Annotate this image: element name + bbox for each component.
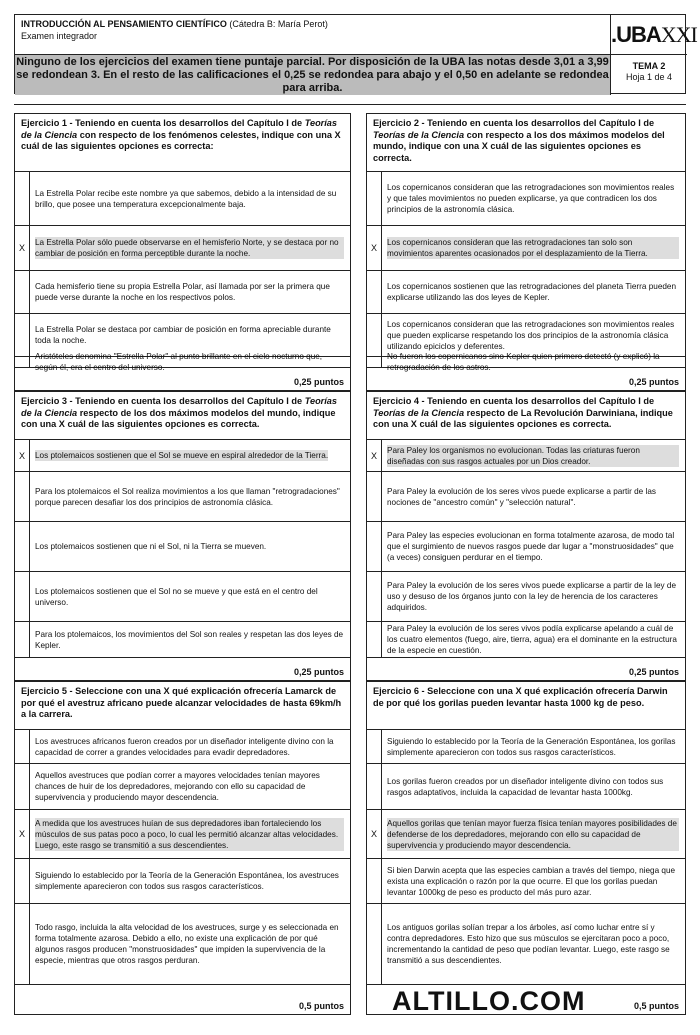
answer-text: Si bien Darwin acepta que las especies cambian a través del tiempo, niega que exista una explicación o razón por la que ocurre. El que los gorilas puedan levantar 1000kg de peso es producto del más puro azar. [387, 865, 676, 897]
answer-text: Para Paley las especies evolucionan en forma totalmente azarosa, de modo tal que el surgimiento de nuevos rasgos puede dar lugar a "monstruosidades" que (a veces) consiguen perdurar en el tiempo. [387, 531, 675, 562]
answer-checkbox[interactable]: X [367, 440, 382, 471]
answer-checkbox[interactable]: X [15, 440, 30, 471]
answer-option[interactable] [367, 226, 685, 271]
answer-option[interactable] [367, 472, 685, 522]
answer-checkbox[interactable] [15, 859, 30, 903]
answer-text: Siguiendo lo establecido por la Teoría de la Generación Espontánea, los avestruces simplemente aparecieron con todos sus rasgos característicos. [35, 871, 339, 891]
answer-option[interactable] [15, 440, 350, 472]
answer-option[interactable] [367, 859, 685, 904]
answer-option[interactable] [15, 904, 350, 985]
answer-option[interactable] [367, 764, 685, 810]
answer-checkbox[interactable] [15, 172, 30, 225]
answer-checkbox[interactable] [367, 904, 382, 984]
exercise-1 [14, 113, 351, 391]
answer-text: La Estrella Polar se destaca por cambiar de posición en forma apreciable durante toda la noche. [35, 325, 331, 345]
exercise-3 [14, 391, 351, 681]
exercise-points: 0,25 puntos [293, 377, 344, 387]
answer-checkbox[interactable] [367, 357, 382, 367]
answer-option[interactable] [15, 522, 350, 572]
exercise-4 [366, 391, 686, 681]
exercise-2 [366, 113, 686, 391]
answer-option[interactable] [15, 859, 350, 904]
answer-checkbox[interactable] [15, 730, 30, 763]
answer-text: Los ptolemaicos sostienen que ni el Sol, ni la Tierra se mueven. [35, 542, 267, 551]
answer-option[interactable] [367, 810, 685, 859]
answer-text: Para los ptolemaicos el Sol realiza movimientos a los que llaman "retrogradaciones" porque parecen desafiar los dos principios de astronomía clásica. [35, 486, 340, 507]
answer-checkbox[interactable] [15, 522, 30, 571]
exercise-points: 0,5 puntos [298, 1001, 344, 1011]
answer-text: Los copernicanos consideran que las retrogradaciones tan solo son movimientos aparentes ocasionados por el desplazamiento de la Tierra. [382, 226, 685, 270]
answer-option[interactable] [15, 352, 350, 372]
answer-option[interactable] [15, 271, 350, 314]
answer-checkbox[interactable] [367, 172, 382, 225]
answer-text: Para los ptolemaicos, los movimientos del Sol son reales y respetan las dos leyes de Kepler. [35, 629, 344, 650]
answer-text: Los copernicanos sostienen que las retrogradaciones del planeta Tierra pueden explicarse utilizando las dos leyes de Kepler. [387, 282, 677, 302]
answer-text: Los ptolemaicos sostienen que el Sol se mueve en espiral alrededor de la Tierra. [35, 451, 329, 460]
answer-checkbox[interactable]: X [367, 810, 382, 858]
answer-checkbox[interactable] [15, 622, 30, 657]
answer-text: Los copernicanos consideran que las retrogradaciones son movimientos reales y que tales movimientos no pueden explicarse, ya que contradicen los dos principios de la astronomía clásica. [387, 183, 675, 214]
exam-name: Examen integrador [21, 31, 98, 41]
answer-text: Cada hemisferio tiene su propia Estrella Polar, así llamada por ser la primera que puede verse durante la noche en los respectivos polos. [35, 282, 330, 302]
exam-version [611, 55, 687, 95]
answer-checkbox[interactable] [15, 314, 30, 356]
answer-text: La Estrella Polar recibe este nombre ya que sabemos, debido a la intensidad de su brillo, que posee una temperatura excepcionalmente baja. [35, 188, 337, 209]
exam-header [14, 14, 697, 94]
answer-option[interactable] [367, 572, 685, 622]
answer-text: Aquellos avestruces que podían correr a mayores velocidades tenían mayores chances de huir de los depredadores, mejorando con ello su capacidad de supervivencia y produciendo mayor descendencia. [35, 771, 320, 802]
answer-option[interactable] [367, 730, 685, 764]
answer-text: Para Paley la evolución de los seres vivos podía explicarse apelando a cuál de los cuatro elementos (fuego, aire, tierra, agua) era el dominante en la estructura de la especie en cuestión. [387, 624, 677, 655]
answer-option[interactable] [367, 904, 685, 985]
answer-checkbox[interactable] [15, 904, 30, 984]
altillo-watermark: ALTILLO.COM [392, 986, 586, 1016]
answer-text: Los copernicanos consideran que las retrogradaciones son movimientos reales que pueden explicarse respetando los dos principios de la astronomía clásica utilizando epiciclos y deferentes. [387, 319, 675, 351]
answer-checkbox[interactable]: X [367, 226, 382, 270]
answer-text: Los gorilas fueron creados por un diseñador inteligente divino con todos sus rasgos adaptativos, incluida la capacidad de levantar hasta 1000kg. [387, 776, 664, 797]
answer-text: Los ptolemaicos sostienen que el Sol no se mueve y que está en el centro del universo. [35, 586, 318, 607]
grading-notice: Ninguno de los ejercicios del examen tiene puntaje parcial. Por disposición de la UBA las notas desde 3,01 a 3,99 se redondean 3. En el resto de las calificaciones el 0,25 se redondea para abajo y el 0,50 en adelante se redondea para arriba. [15, 55, 611, 95]
answer-option[interactable] [15, 472, 350, 522]
uba-xxi-logo: .UBAXXI [611, 15, 687, 55]
answer-option[interactable] [367, 522, 685, 572]
page-number: Hoja 1 de 4 [625, 72, 673, 82]
answer-checkbox[interactable] [367, 859, 382, 903]
answer-checkbox[interactable] [367, 764, 382, 809]
answer-checkbox[interactable] [367, 472, 382, 521]
answer-option[interactable] [15, 226, 350, 271]
answer-text: Para Paley la evolución de los seres vivos puede explicarse a partir de la ley de uso y desuso de los órganos junto con la ley de herencia de los caracteres adquiridos. [387, 581, 676, 612]
answer-text: No fueron los copernicanos sino Kepler quien primero detectó (y explicó) la retrogradación de los astros. [387, 352, 660, 372]
course-chair: (Cátedra B: María Perot) [229, 19, 328, 29]
answer-text: Siguiendo lo establecido por la Teoría de la Generación Espontánea, los gorilas simplemente aparecieron con todos sus rasgos característicos. [387, 736, 676, 757]
exercise-points: 0,25 puntos [628, 667, 679, 677]
answer-checkbox[interactable]: X [15, 226, 30, 270]
exercise-points: 0,5 puntos [633, 1001, 679, 1011]
exercise-question: Ejercicio 5 - Seleccione con una X qué explicación ofrecería Lamarck de por qué el avestruz africano puede alcanzar velocidades de hasta 69km/h a la carrera. [15, 682, 350, 730]
answer-checkbox[interactable] [367, 522, 382, 571]
exercise-5 [14, 681, 351, 1015]
answer-checkbox[interactable] [15, 472, 30, 521]
answer-option[interactable] [367, 622, 685, 658]
answer-checkbox[interactable] [15, 764, 30, 809]
exercise-question: Ejercicio 3 - Teniendo en cuenta los desarrollos del Capítulo I de Teorías de la Ciencia respecto de los dos máximos modelos del mundo, indique con una X cuál de las siguientes opciones es correcta. [15, 392, 350, 440]
answer-text: Para Paley la evolución de los seres vivos puede explicarse a partir de las nociones de "ancestro común" y "selección natural". [387, 486, 656, 507]
answer-checkbox[interactable] [367, 314, 382, 356]
answer-text: Los antiguos gorilas solían trepar a los árboles, así como luchar entre sí y contra depredadores. Esto hizo que sus músculos se ejercitaran poco a poco, incrementando la cantidad de peso que podían levantar. Luego, este rasgo se transmitió a sus descendientes. [387, 923, 670, 965]
answer-checkbox[interactable] [15, 572, 30, 621]
answer-checkbox[interactable] [15, 357, 30, 367]
course-info [15, 15, 611, 55]
answer-option[interactable] [15, 622, 350, 658]
answer-option[interactable] [367, 172, 685, 226]
exercise-question: Ejercicio 2 - Teniendo en cuenta los desarrollos del Capítulo I de Teorías de la Ciencia con respecto a los dos máximos modelos del mundo, indique con una X cuál de las siguientes opciones es correcta. [367, 114, 685, 172]
answer-checkbox[interactable] [367, 622, 382, 657]
answer-option[interactable] [367, 440, 685, 472]
exercise-question: Ejercicio 4 - Teniendo en cuenta los desarrollos del Capítulo I de Teorías de la Ciencia respecto de La Revolución Darwiniana, indique con una X cuál de las siguientes opciones es correcta. [367, 392, 685, 440]
header-divider [14, 104, 686, 105]
exercise-6 [366, 681, 686, 1015]
exercise-question: Ejercicio 6 - Seleccione con una X qué explicación ofrecería Darwin de por qué los gorilas pueden levantar hasta 1000 kg de peso. [367, 682, 685, 730]
answer-text: Aquellos gorilas que tenían mayor fuerza física tenían mayores posibilidades de defenderse de los depredadores, mejorando con ello su capacidad de supervivencia y produciendo mayor descendencia. [382, 810, 685, 858]
exercise-question: Ejercicio 1 - Teniendo en cuenta los desarrollos del Capítulo I de Teorías de la Ciencia con respecto de los fenómenos celestes, indique con una X cuál de las siguientes opciones es correcta: [15, 114, 350, 172]
answer-text: Aristóteles denomina "Estrella Polar" al punto brillante en el cielo nocturno que, según él, era el centro del universo. [35, 352, 323, 372]
answer-checkbox[interactable] [367, 572, 382, 621]
answer-checkbox[interactable]: X [15, 810, 30, 858]
answer-option[interactable] [15, 172, 350, 226]
answer-text: Para Paley los organismos no evolucionan. Todas las criaturas fueron diseñadas con sus rasgos actuales por un Dios creador. [382, 440, 685, 471]
answer-checkbox[interactable] [15, 271, 30, 313]
answer-option[interactable] [15, 810, 350, 859]
exercise-points: 0,25 puntos [628, 377, 679, 387]
answer-option[interactable] [15, 764, 350, 810]
course-title: INTRODUCCIÓN AL PENSAMIENTO CIENTÍFICO (Cátedra B: María Perot) [21, 19, 328, 29]
answer-text: A medida que los avestruces huían de sus depredadores iban fortaleciendo los músculos de sus patas poco a poco, lo cual les permitió alcanzar altas velocidades. Luego, este rasgo se transmitió a sus descendientes. [30, 810, 350, 858]
answer-checkbox[interactable] [367, 271, 382, 313]
answer-option[interactable] [15, 572, 350, 622]
answer-option[interactable] [15, 730, 350, 764]
tema-label: TEMA 2 [632, 61, 666, 71]
answer-option[interactable] [367, 352, 685, 372]
exercise-points: 0,25 puntos [293, 667, 344, 677]
answer-option[interactable] [367, 271, 685, 314]
answer-text: La Estrella Polar sólo puede observarse en el hemisferio Norte, y se destaca por no cambiar de posición en forma perceptible durante la noche. [30, 226, 350, 270]
answer-text: Todo rasgo, incluida la alta velocidad de los avestruces, surge y es seleccionada en forma totalmente azarosa. Debido a ello, no existe una explicación de por qué algunos rasgos producen "monstruosidades" que impiden la supervivencia de la especie, mientras que otros rasgos perduran. [35, 923, 339, 965]
answer-checkbox[interactable] [367, 730, 382, 763]
answer-text: Los avestruces africanos fueron creados por un diseñador inteligente divino con la capacidad de correr a grandes velocidades para evadir depredadores. [35, 736, 334, 757]
